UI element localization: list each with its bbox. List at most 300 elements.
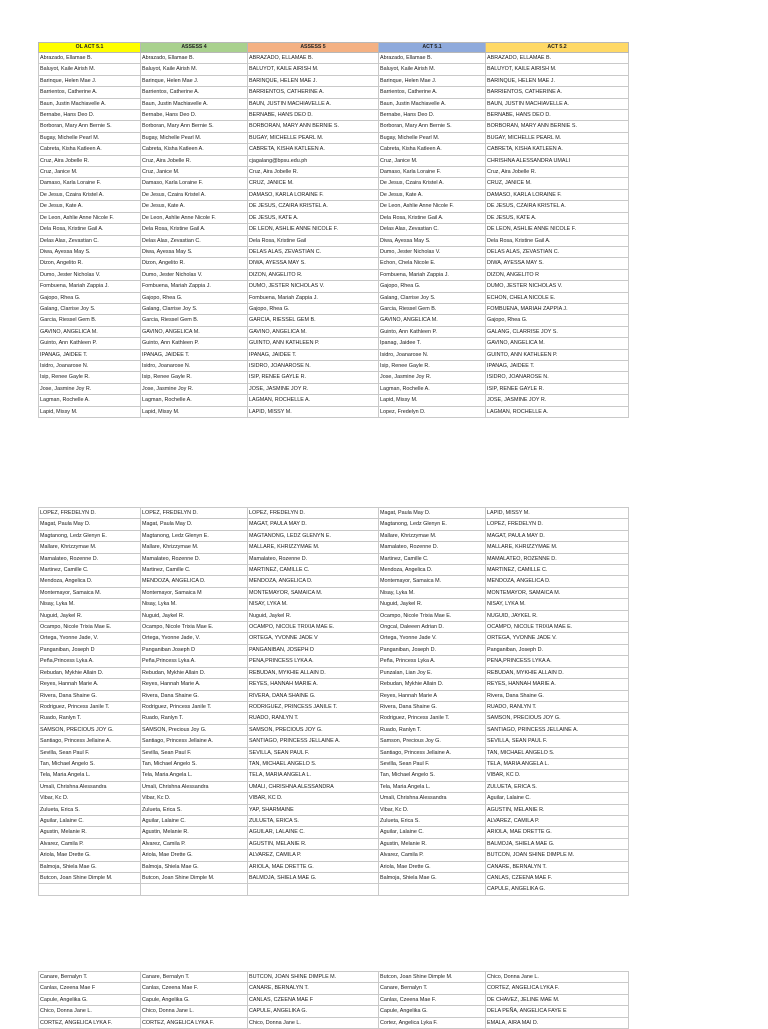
table-cell[interactable]: Cruz, Janice M. <box>379 155 486 166</box>
table-cell[interactable]: BARRIENTOS, CATHERINE A. <box>486 87 629 98</box>
table-cell[interactable]: Bugay, Michelle Pearl M. <box>141 132 248 143</box>
table-cell[interactable]: Echon, Chela Nicole E. <box>379 258 486 269</box>
table-cell[interactable]: FOMBUENA, MARIAH ZAPPIA J. <box>486 303 629 314</box>
table-cell[interactable]: VIBAR, KC D. <box>486 770 629 781</box>
table-cell[interactable]: Santiago, Princess Jellaine A. <box>379 747 486 758</box>
table-cell[interactable]: Vibar, Kc D. <box>141 793 248 804</box>
table-cell[interactable]: BUGAY, MICHELLE PEARL M. <box>486 132 629 143</box>
table-cell[interactable]: Delas Alas, Zevastian C. <box>39 235 141 246</box>
table-cell[interactable]: NISAY, LYKA M. <box>486 599 629 610</box>
table-cell[interactable]: Agustin, Melanie R. <box>39 827 141 838</box>
table-cell[interactable]: ZULUETA, ERICA S. <box>486 781 629 792</box>
table-cell[interactable]: Fombuena, Mariah Zappia J. <box>39 281 141 292</box>
table-cell[interactable]: OCAMPO, NICOLE TRIXIA MAE E. <box>248 622 379 633</box>
table-cell[interactable]: Guinto, Ann Kathleen P. <box>141 338 248 349</box>
table-cell[interactable]: Butcon, Joan Shine Dimple M. <box>379 972 486 983</box>
table-cell[interactable]: IPANAG, JAIDEE T. <box>39 349 141 360</box>
table-cell[interactable]: Barrientos, Catherine A. <box>379 87 486 98</box>
table-cell[interactable]: Martinez, Camille C. <box>39 565 141 576</box>
table-cell[interactable]: NISAY, LYKA M. <box>248 599 379 610</box>
table-cell[interactable]: Dela Rosa, Kristine Gail A. <box>39 224 141 235</box>
table-cell[interactable]: cjagalang@bpsu.edu.ph <box>248 155 379 166</box>
table-cell[interactable]: Canare, Bernalyn T. <box>39 972 141 983</box>
table-cell[interactable]: CRUZ, JANICE M. <box>486 178 629 189</box>
table-cell[interactable]: IPANAG, JAIDEE T. <box>486 360 629 371</box>
table-cell[interactable]: Magat, Paula May D. <box>39 519 141 530</box>
table-cell[interactable]: Fombuena, Mariah Zappia J. <box>141 281 248 292</box>
table-cell[interactable]: Rivera, Dana Shaine G. <box>486 690 629 701</box>
table-cell[interactable]: CANARE, BERNALYN T. <box>248 983 379 994</box>
table-cell[interactable]: Balmoja, Shiela Mae G. <box>379 873 486 884</box>
table-cell[interactable]: ECHON, CHELA NICOLE E. <box>486 292 629 303</box>
table-cell[interactable]: Rodriguez, Princess Janile T. <box>141 701 248 712</box>
table-cell[interactable]: De Jesus, Czaira Kristel A. <box>379 178 486 189</box>
table-cell[interactable]: Diwa, Ayessa May S. <box>141 246 248 257</box>
table-cell[interactable] <box>39 884 141 895</box>
table-cell[interactable]: Guinto, Ann Kathleen P. <box>39 338 141 349</box>
table-cell[interactable]: Dela Rosa, Kristine Gail A. <box>486 235 629 246</box>
table-cell[interactable]: SEVILLA, SEAN PAUL F. <box>248 747 379 758</box>
table-cell[interactable]: Tan, Michael Angelo S. <box>141 758 248 769</box>
table-cell[interactable]: Reyes, Hannah Marie A. <box>39 679 141 690</box>
table-cell[interactable]: GUINTO, ANN KATHLEEN P. <box>486 349 629 360</box>
table-cell[interactable]: ARIOLA, MAE DRETTE G. <box>486 827 629 838</box>
table-cell[interactable]: OCAMPO, NICOLE TRIXIA MAE E. <box>486 622 629 633</box>
table-cell[interactable]: LAPID, MISSY M. <box>248 406 379 417</box>
table-cell[interactable]: Jose, Jasmine Joy R. <box>141 383 248 394</box>
table-cell[interactable]: Aguilar, Lalaine C. <box>379 827 486 838</box>
table-cell[interactable]: Panganiban Joseph D <box>141 644 248 655</box>
table-cell[interactable]: Gajopo, Rhea G. <box>379 281 486 292</box>
table-cell[interactable]: Bugay, Michelle Pearl M. <box>379 132 486 143</box>
table-cell[interactable]: Ariola, Mae Drette G. <box>141 850 248 861</box>
table-cell[interactable]: BUGAY, MICHELLE PEARL M. <box>248 132 379 143</box>
table-cell[interactable]: Jose, Jasmine Joy R. <box>39 383 141 394</box>
table-cell[interactable]: Sevilla, Sean Paul F. <box>141 747 248 758</box>
table-cell[interactable]: MAGAT, PAULA MAY D. <box>248 519 379 530</box>
table-cell[interactable]: Borboran, Mary Ann Bernie S. <box>141 121 248 132</box>
table-cell[interactable]: Alvarez, Camila P. <box>39 838 141 849</box>
table-cell[interactable]: DIZON, ANGELITO R. <box>248 269 379 280</box>
table-cell[interactable]: Damaso, Karla Loraine F. <box>379 167 486 178</box>
table-cell[interactable]: BAUN, JUSTIN MACHIAVELLE A. <box>248 98 379 109</box>
table-cell[interactable]: Canare, Bernalyn T. <box>379 983 486 994</box>
table-cell[interactable]: De Leon, Ashlie Anne Nicole F. <box>379 201 486 212</box>
table-cell[interactable]: Chico, Donna Jane L. <box>248 1017 379 1028</box>
table-cell[interactable] <box>248 884 379 895</box>
table-cell[interactable]: GALANG, CLARRISE JOY S. <box>486 326 629 337</box>
table-cell[interactable]: SAMSON, Precious Joy G. <box>141 724 248 735</box>
table-cell[interactable]: GUINTO, ANN KATHLEEN P. <box>248 338 379 349</box>
table-cell[interactable]: DELA PEÑA, ANGELICA FAYE E <box>486 1006 629 1017</box>
table-cell[interactable]: LAGMAN, ROCHELLE A. <box>486 406 629 417</box>
table-cell[interactable]: TAN, MICHAEL ANGELO S. <box>486 747 629 758</box>
table-cell[interactable]: Ocampo, Nicole Trixia Mae E. <box>379 610 486 621</box>
table-cell[interactable]: De Leon, Ashlie Anne Nicole F. <box>39 212 141 223</box>
table-cell[interactable]: ALVAREZ, CAMILA P. <box>248 850 379 861</box>
table-cell[interactable]: MENDOZA, ANGELICA D. <box>486 576 629 587</box>
table-cell[interactable]: BARINQUE, HELEN MAE J. <box>248 75 379 86</box>
table-cell[interactable]: Lopez, Fredelyn D. <box>379 406 486 417</box>
table-cell[interactable]: Mallare, Khrizzymae M. <box>379 530 486 541</box>
table-cell[interactable]: Lapid, Missy M. <box>379 395 486 406</box>
table-cell[interactable]: ABRAZADO, ELLAMAE B. <box>248 53 379 64</box>
table-cell[interactable]: Canare, Bernalyn T. <box>141 972 248 983</box>
table-cell[interactable]: REYES, HANNAH MARIE A. <box>248 679 379 690</box>
header-act-5-1[interactable]: ACT 5.1 <box>379 43 486 53</box>
table-cell[interactable]: Tela, Maria Angela L. <box>141 770 248 781</box>
table-cell[interactable]: DELAS ALAS, ZEVASTIAN C. <box>486 246 629 257</box>
table-cell[interactable]: Tela, Maria Angela L. <box>39 770 141 781</box>
table-cell[interactable]: Chico, Donna Jane L. <box>39 1006 141 1017</box>
table-cell[interactable]: TELA, MARIA ANGELA L. <box>248 770 379 781</box>
table-cell[interactable]: Ortega, Yvonne Jade, V. <box>39 633 141 644</box>
table-cell[interactable]: CANARE, BERNALYN T. <box>486 861 629 872</box>
table-cell[interactable]: Peña,Princess Lyka A. <box>39 656 141 667</box>
table-cell[interactable]: Tan, Michael Angelo S. <box>39 758 141 769</box>
table-cell[interactable]: MAMALATEO, ROZENNE D. <box>486 553 629 564</box>
table-cell[interactable]: Dumo, Jester Nicholas V. <box>39 269 141 280</box>
table-cell[interactable]: Canlas, Czeena Mae F. <box>141 983 248 994</box>
table-cell[interactable]: Nuguid, Jaykel R. <box>141 610 248 621</box>
table-cell[interactable]: Magat, Paula May D. <box>379 508 486 519</box>
table-cell[interactable]: Rivera, Dana Shaine G. <box>39 690 141 701</box>
table-cell[interactable]: Butcon, Joan Shine Dimple M. <box>39 873 141 884</box>
table-cell[interactable]: Nisay, Lyka M. <box>39 599 141 610</box>
table-cell[interactable]: Lagman, Rochelle A. <box>379 383 486 394</box>
table-cell[interactable]: RIVERA, DANA SHAINE G. <box>248 690 379 701</box>
table-cell[interactable]: Samson, Precious Joy G. <box>379 736 486 747</box>
table-cell[interactable]: Fombuena, Mariah Zappia J. <box>379 269 486 280</box>
table-cell[interactable]: Ortega, Yvonne Jade V. <box>379 633 486 644</box>
table-cell[interactable]: Chico, Donna Jane L. <box>141 1006 248 1017</box>
table-cell[interactable]: Garcia, Riessel Gem B. <box>141 315 248 326</box>
table-cell[interactable]: AGUSTIN, MELANIE R. <box>486 804 629 815</box>
table-cell[interactable]: Rivera, Dana Shaine G. <box>141 690 248 701</box>
table-cell[interactable]: Barinque, Helen Mae J. <box>141 75 248 86</box>
table-cell[interactable]: Baun, Justin Machiavelle A. <box>141 98 248 109</box>
table-cell[interactable]: Ariola, Mae Drette G. <box>39 850 141 861</box>
table-cell[interactable]: LOPEZ, FREDELYN D. <box>141 508 248 519</box>
table-cell[interactable]: Mamalateo, Rozenne D. <box>248 553 379 564</box>
table-cell[interactable]: DUMO, JESTER NICHOLAS V. <box>486 281 629 292</box>
table-cell[interactable]: MARTINEZ, CAMILLE C. <box>248 565 379 576</box>
table-cell[interactable]: De Leon, Ashlie Anne Nicole F. <box>141 212 248 223</box>
table-cell[interactable]: Bernabe, Hans Deo D. <box>39 110 141 121</box>
table-cell[interactable]: Ruado, Ranlyn T. <box>379 724 486 735</box>
table-cell[interactable]: GAVINO, ANGELICA M. <box>379 315 486 326</box>
table-cell[interactable]: Gajopo, Rhea G. <box>248 303 379 314</box>
table-cell[interactable]: Isip, Renee Gayle R. <box>379 360 486 371</box>
table-cell[interactable]: CABRETA, KISHA KATLEEN A. <box>486 144 629 155</box>
table-cell[interactable]: Barrientos, Catherine A. <box>39 87 141 98</box>
table-cell[interactable]: ZULUETA, ERICA S. <box>248 815 379 826</box>
table-cell[interactable]: Isip, Renee Gayle R. <box>141 372 248 383</box>
table-cell[interactable]: Borboran, Mary Ann Bernie S. <box>379 121 486 132</box>
table-cell[interactable]: Umali, Chrishna Alessandra <box>141 781 248 792</box>
table-cell[interactable]: Damaso, Karla Loraine F. <box>39 178 141 189</box>
table-cell[interactable]: JOSE, JASMINE JOY R. <box>486 395 629 406</box>
table-cell[interactable]: Aguilar, Lalaine C. <box>141 815 248 826</box>
table-cell[interactable]: SAMSON, PRECIOUS JOY G. <box>39 724 141 735</box>
table-cell[interactable]: Dumo, Jester Nicholas V. <box>379 246 486 257</box>
table-cell[interactable]: Aguilar, Lalaine C. <box>486 793 629 804</box>
table-cell[interactable]: Mamalateo, Rozenne D. <box>379 542 486 553</box>
table-cell[interactable]: Peña,Princess Lyka A. <box>141 656 248 667</box>
table-cell[interactable]: Ipanag, Jaidee T. <box>379 338 486 349</box>
table-cell[interactable]: ISIP, RENEE GAYLE R. <box>486 383 629 394</box>
table-cell[interactable]: LAGMAN, ROCHELLE A. <box>248 395 379 406</box>
table-cell[interactable]: BERNABE, HANS DEO D. <box>486 110 629 121</box>
table-cell[interactable]: EMALA, AIRA MAI D. <box>486 1017 629 1028</box>
table-cell[interactable]: Nuguid, Jaykel R. <box>379 599 486 610</box>
table-cell[interactable]: LOPEZ, FREDELYN D. <box>486 519 629 530</box>
table-cell[interactable]: Balmoja, Shiela Mae G. <box>141 861 248 872</box>
table-cell[interactable]: ORTEGA, YVONNE JADE V <box>248 633 379 644</box>
table-cell[interactable]: PENA,PRINCESS LYKA A. <box>248 656 379 667</box>
table-cell[interactable]: Cabreta, Kisha Katleen A. <box>141 144 248 155</box>
table-cell[interactable]: Reyes, Hannah Marie A. <box>141 679 248 690</box>
table-cell[interactable]: Jose, Jasmine Joy R. <box>379 372 486 383</box>
table-cell[interactable]: Montemayor, Samaica M. <box>379 576 486 587</box>
table-cell[interactable]: Isidro, Joanarose N. <box>141 360 248 371</box>
table-cell[interactable]: SANTIAGO, PRINCESS JELLAINE A. <box>248 736 379 747</box>
table-cell[interactable]: Panganiban, Joseph D. <box>486 644 629 655</box>
header-assess-4[interactable]: ASSESS 4 <box>141 43 248 53</box>
table-cell[interactable]: Rebudan, Mykhie Allain D. <box>141 667 248 678</box>
table-cell[interactable]: LOPEZ, FREDELYN D. <box>248 508 379 519</box>
table-cell[interactable]: Dela Rosa, Kristine Gail <box>248 235 379 246</box>
table-cell[interactable]: Peña, Princess Lyka A. <box>379 656 486 667</box>
table-cell[interactable]: Baluyot, Kaile Airish M. <box>379 64 486 75</box>
table-cell[interactable]: Abrazado, Ellamae B. <box>141 53 248 64</box>
table-cell[interactable]: Santiago, Princess Jellaine A. <box>39 736 141 747</box>
table-cell[interactable]: LOPEZ, FREDELYN D. <box>39 508 141 519</box>
table-cell[interactable]: DIWA, AYESSA MAY S. <box>248 258 379 269</box>
table-cell[interactable]: DE JESUS, CZAIRA KRISTEL A. <box>486 201 629 212</box>
table-cell[interactable]: Garcia, Riessel Gem B. <box>39 315 141 326</box>
table-cell[interactable]: Cruz, Aira Jobelle R. <box>248 167 379 178</box>
table-cell[interactable]: Gajopo, Rhea G. <box>141 292 248 303</box>
table-cell[interactable]: Ongcal, Daleeen Adrian D. <box>379 622 486 633</box>
table-cell[interactable]: Damaso, Karla Loraine F. <box>141 178 248 189</box>
table-cell[interactable]: Lagman, Rochelle A. <box>39 395 141 406</box>
table-cell[interactable]: DE JESUS, KATE A. <box>248 212 379 223</box>
table-cell[interactable]: Capule, Angelika G. <box>141 994 248 1005</box>
table-cell[interactable]: MENDOZA, ANGELICA D. <box>248 576 379 587</box>
table-cell[interactable]: Cabreta, Kisha Katleen A. <box>39 144 141 155</box>
table-cell[interactable]: Chico, Donna Jane L. <box>486 972 629 983</box>
table-cell[interactable]: Butcon, Joan Shine Dimple M. <box>141 873 248 884</box>
table-cell[interactable]: Barinque, Helen Mae J. <box>39 75 141 86</box>
table-cell[interactable]: CHRISHNA ALESSANDRA UMALI <box>486 155 629 166</box>
table-cell[interactable]: Baluyot, Kaile Airish M. <box>141 64 248 75</box>
table-cell[interactable] <box>379 884 486 895</box>
table-cell[interactable]: Martinez, Camille C. <box>141 565 248 576</box>
table-cell[interactable]: YAP, SHARMAINE <box>248 804 379 815</box>
table-cell[interactable]: Borboran, Mary Ann Bernie S. <box>39 121 141 132</box>
table-cell[interactable]: IPANAG, JAIDEE T. <box>248 349 379 360</box>
table-cell[interactable]: MONTEMAYOR, SAMAICA M. <box>486 587 629 598</box>
table-cell[interactable]: ALVAREZ, CAMILA P. <box>486 815 629 826</box>
table-cell[interactable]: DE JESUS, CZAIRA KRISTEL A. <box>248 201 379 212</box>
table-cell[interactable]: MENDOZA, ANGELICA D. <box>141 576 248 587</box>
table-cell[interactable]: Ruado, Ranlyn T. <box>141 713 248 724</box>
table-cell[interactable]: De Jesus, Kate A. <box>379 189 486 200</box>
table-cell[interactable]: MALLARE, KHRIZZYMAE M. <box>248 542 379 553</box>
table-cell[interactable]: Umali, Chrishna Alessandra <box>39 781 141 792</box>
table-cell[interactable]: Dumo, Jester Nicholas V. <box>141 269 248 280</box>
table-cell[interactable]: Gajopo, Rhea G. <box>39 292 141 303</box>
table-cell[interactable]: UMALI, CHRISHNA ALESSANDRA <box>248 781 379 792</box>
table-cell[interactable]: Capule, Angelika G. <box>379 1006 486 1017</box>
table-cell[interactable]: ISIP, RENEE GAYLE R. <box>248 372 379 383</box>
table-cell[interactable]: Cruz, Aira Jobelle R. <box>141 155 248 166</box>
table-cell[interactable]: AGUSTIN, MELANIE R. <box>248 838 379 849</box>
table-cell[interactable]: BARRIENTOS, CATHERINE A. <box>248 87 379 98</box>
table-cell[interactable]: CORTEZ, ANGELICA LYKA F. <box>39 1017 141 1028</box>
table-cell[interactable]: Umali, Chrishna Alessandra <box>379 793 486 804</box>
table-cell[interactable]: Nuguid, Jaykel R. <box>248 610 379 621</box>
table-cell[interactable]: Mamalateo, Rozenne D. <box>39 553 141 564</box>
table-cell[interactable]: BALMOJA, SHIELA MAE G. <box>486 838 629 849</box>
table-cell[interactable]: Balmoja, Shiela Mae G. <box>39 861 141 872</box>
table-cell[interactable]: SANTIAGO, PRINCESS JELLAINE A. <box>486 724 629 735</box>
table-cell[interactable]: De Jesus, Czaira Kristel A. <box>39 189 141 200</box>
table-cell[interactable]: Rebudan, Mykhie Allain D. <box>379 679 486 690</box>
table-cell[interactable]: BAUN, JUSTIN MACHIAVELLE A. <box>486 98 629 109</box>
table-cell[interactable]: BALUYOT, KAILE AIRISH M. <box>248 64 379 75</box>
table-cell[interactable]: Ocampo, Nicole Trixia Mae E. <box>141 622 248 633</box>
table-cell[interactable]: CORTEZ, ANGELICA LYKA F. <box>141 1017 248 1028</box>
table-cell[interactable]: Lapid, Missy M. <box>39 406 141 417</box>
table-cell[interactable]: DUMO, JESTER NICHOLAS V. <box>248 281 379 292</box>
table-cell[interactable]: De Jesus, Czaira Kristel A. <box>141 189 248 200</box>
table-cell[interactable]: Dizon, Angelito R. <box>141 258 248 269</box>
table-cell[interactable]: GAVINO, ANGELICA M. <box>141 326 248 337</box>
table-cell[interactable]: GAVINO, ANGELICA M. <box>248 326 379 337</box>
table-cell[interactable]: CRUZ, JANICE M. <box>248 178 379 189</box>
table-cell[interactable]: Rodriguez, Princess Janile T. <box>379 713 486 724</box>
table-cell[interactable]: Cortez, Angelica Lyka F. <box>379 1017 486 1028</box>
table-cell[interactable]: PANGANIBAN, JOSEPH D <box>248 644 379 655</box>
table-cell[interactable]: MAGTANONG, LEDZ GLENYN E. <box>248 530 379 541</box>
table-cell[interactable]: MONTEMAYOR, SAMAICA M. <box>248 587 379 598</box>
table-cell[interactable]: Lapid, Missy M. <box>141 406 248 417</box>
table-cell[interactable]: SAMSON, PRECIOUS JOY G. <box>248 724 379 735</box>
table-cell[interactable]: CANLAS, CZEENA MAE F <box>248 994 379 1005</box>
table-cell[interactable]: Cruz, Janice M. <box>141 167 248 178</box>
table-cell[interactable]: DE JESUS, KATE A. <box>486 212 629 223</box>
table-cell[interactable]: DELAS ALAS, ZEVASTIAN C. <box>248 246 379 257</box>
table-cell[interactable]: SAMSON, PRECIOUS JOY G. <box>486 713 629 724</box>
table-cell[interactable]: BORBORAN, MARY ANN BERNIE S. <box>248 121 379 132</box>
table-cell[interactable]: BORBORAN, MARY ANN BERNIE S. <box>486 121 629 132</box>
table-cell[interactable]: Isip, Renee Gayle R. <box>39 372 141 383</box>
table-cell[interactable]: Magat, Paula May D. <box>141 519 248 530</box>
table-cell[interactable]: Baun, Justin Machiavelle A. <box>379 98 486 109</box>
table-cell[interactable]: Agustin, Melanie R. <box>379 838 486 849</box>
header-ol-act-5-1[interactable]: OL ACT 5.1 <box>39 43 141 53</box>
table-cell[interactable]: Magtanong, Ledz Glenyn E. <box>141 530 248 541</box>
table-cell[interactable]: Tela, Maria Angela L. <box>379 781 486 792</box>
table-cell[interactable]: TAN, MICHAEL ANGELO S. <box>248 758 379 769</box>
table-cell[interactable]: Galang, Clarrise Joy S. <box>141 303 248 314</box>
table-cell[interactable]: Barrientos, Catherine A. <box>141 87 248 98</box>
table-cell[interactable]: Montemayor, Samaica M. <box>39 587 141 598</box>
header-assess-5[interactable]: ASSESS 5 <box>248 43 379 53</box>
table-cell[interactable]: Bugay, Michelle Pearl M. <box>39 132 141 143</box>
table-cell[interactable]: JOSE, JASMINE JOY R. <box>248 383 379 394</box>
table-cell[interactable]: BUTCON, JOAN SHINE DIMPLE M. <box>486 850 629 861</box>
table-cell[interactable]: Delas Alas, Zevastian C. <box>379 224 486 235</box>
table-cell[interactable]: REBUDAN, MYKHIE ALLAIN D. <box>248 667 379 678</box>
table-cell[interactable]: BALUYOT, KAILE AIRISH M. <box>486 64 629 75</box>
table-cell[interactable]: LAPID, MISSY M. <box>486 508 629 519</box>
table-cell[interactable]: Nisay, Lyka M. <box>141 599 248 610</box>
table-cell[interactable]: ARIOLA, MAE DRETTE G. <box>248 861 379 872</box>
table-cell[interactable]: Mendoza, Angelica D. <box>39 576 141 587</box>
table-cell[interactable]: Galang, Clarrise Joy S. <box>39 303 141 314</box>
table-cell[interactable]: MAGAT, PAULA MAY D. <box>486 530 629 541</box>
table-cell[interactable]: Ariola, Mae Drette G. <box>379 861 486 872</box>
table-cell[interactable]: ISIDRO, JOANAROSE N. <box>486 372 629 383</box>
table-cell[interactable]: Reyes, Hannah Marie A <box>379 690 486 701</box>
table-cell[interactable]: CANLAS, CZEENA MAE F. <box>486 873 629 884</box>
table-cell[interactable]: REYES, HANNAH MARIE A. <box>486 679 629 690</box>
table-cell[interactable]: Gajopo, Rhea G. <box>486 315 629 326</box>
table-cell[interactable]: De Jesus, Kate A. <box>141 201 248 212</box>
table-cell[interactable]: Vibar, Kc D. <box>379 804 486 815</box>
table-cell[interactable]: Sevilla, Sean Paul F. <box>39 747 141 758</box>
table-cell[interactable]: Mallare, Khrizzymae M. <box>39 542 141 553</box>
table-cell[interactable]: Abrazado, Ellamae B. <box>39 53 141 64</box>
table-cell[interactable]: BARINQUE, HELEN MAE J. <box>486 75 629 86</box>
table-cell[interactable]: BUTCON, JOAN SHINE DIMPLE M. <box>248 972 379 983</box>
table-cell[interactable]: PENA,PRINCESS LYKA A. <box>486 656 629 667</box>
table-cell[interactable]: DIZON, ANGELITO R <box>486 269 629 280</box>
table-cell[interactable]: Zulueta, Erica S. <box>379 815 486 826</box>
table-cell[interactable]: Montemayor, Samaica M <box>141 587 248 598</box>
table-cell[interactable]: Alvarez, Camila P. <box>379 850 486 861</box>
table-cell[interactable]: CORTEZ, ANGELICA LYKA F. <box>486 983 629 994</box>
table-cell[interactable]: CABRETA, KISHA KATLEEN A. <box>248 144 379 155</box>
table-cell[interactable]: Santiago, Princess Jellaine A. <box>141 736 248 747</box>
table-cell[interactable]: CAPULE, ANGELIKA G. <box>248 1006 379 1017</box>
table-cell[interactable]: Zulueta, Erica S. <box>39 804 141 815</box>
table-cell[interactable]: DE LEON, ASHLIE ANNE NICOLE F. <box>248 224 379 235</box>
table-cell[interactable]: Ortega, Yvonne Jade, V. <box>141 633 248 644</box>
table-cell[interactable] <box>141 884 248 895</box>
table-cell[interactable]: Cabreta, Kisha Katleen A. <box>379 144 486 155</box>
table-cell[interactable]: Barinque, Helen Mae J. <box>379 75 486 86</box>
table-cell[interactable]: Tan, Michael Angelo S. <box>379 770 486 781</box>
table-cell[interactable]: IPANAG, JAIDEE T. <box>141 349 248 360</box>
table-cell[interactable]: Mendoza, Angelica D. <box>379 565 486 576</box>
table-cell[interactable]: Vibar, Kc D. <box>39 793 141 804</box>
table-cell[interactable]: RUADO, RANLYN T. <box>486 701 629 712</box>
table-cell[interactable]: GAVINO, ANGELICA M. <box>39 326 141 337</box>
table-cell[interactable]: Mamalateo, Rozenne D. <box>141 553 248 564</box>
table-cell[interactable]: ISIDRO, JOANAROSE N. <box>248 360 379 371</box>
table-cell[interactable]: Punzalan, Lian Joy E. <box>379 667 486 678</box>
table-cell[interactable]: ORTEGA, YVONNE JADE V. <box>486 633 629 644</box>
table-cell[interactable]: DE CHAVEZ, JELINE MAE M. <box>486 994 629 1005</box>
table-cell[interactable]: RODRIGUEZ, PRINCESS JANILE T. <box>248 701 379 712</box>
table-cell[interactable]: MARTINEZ, CAMILLE C. <box>486 565 629 576</box>
table-cell[interactable]: VIBAR, KC D. <box>248 793 379 804</box>
table-cell[interactable]: Dela Rosa, Kristine Gail A. <box>379 212 486 223</box>
